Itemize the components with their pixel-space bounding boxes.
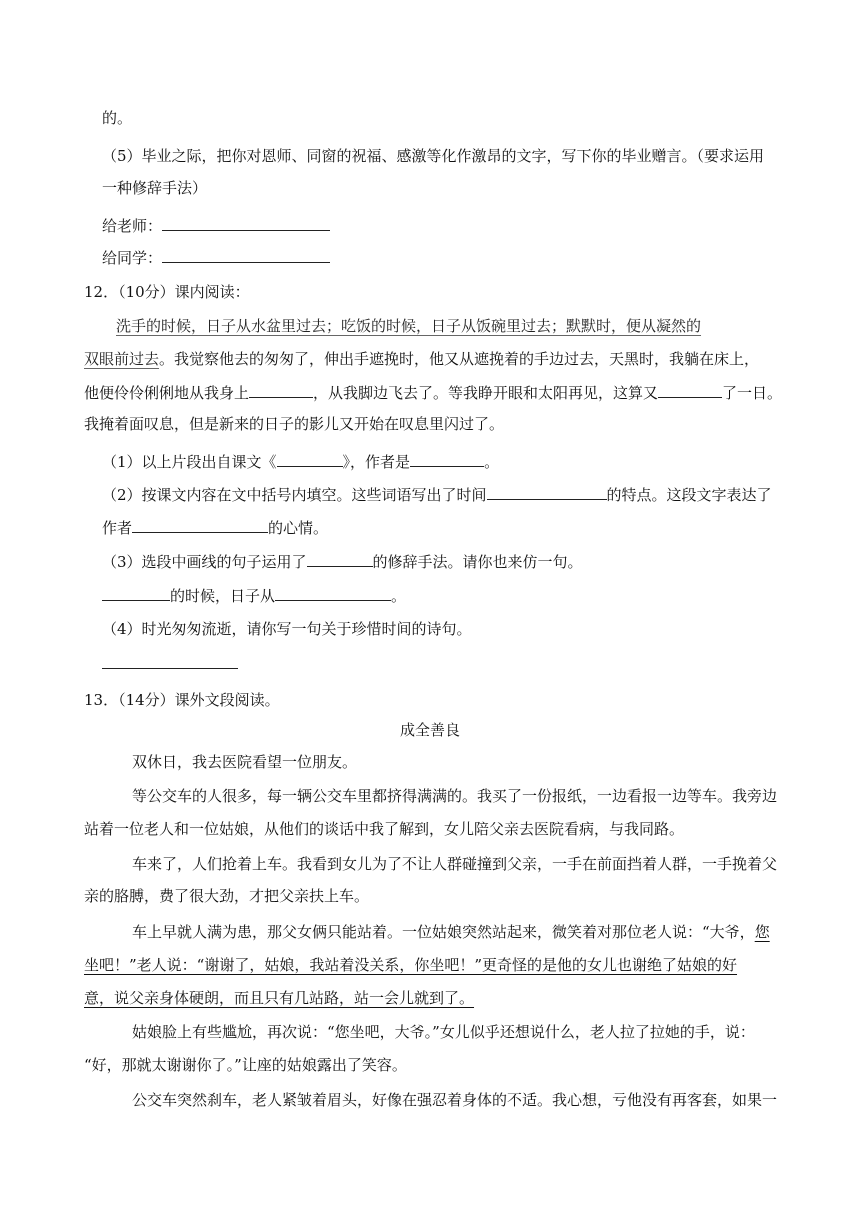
q12-sub3-text: 。 xyxy=(391,587,407,605)
q12-passage-line2 xyxy=(84,349,759,369)
q12-passage-text: 了一日。 xyxy=(722,384,783,402)
q12-sub1-text: 。 xyxy=(484,453,500,471)
q13-paragraph: 双休日，我去医院看望一位朋友。 xyxy=(132,753,358,771)
q13-paragraph: 姑娘脸上有些尴尬，再次说：“您坐吧，大爷。”女儿似乎还想说什么，老人拉了拉她的手，说： xyxy=(132,1023,755,1041)
q12-sub3-text: （3）选段中画线的句子运用了 xyxy=(102,553,307,571)
q12-passage-text: 他便伶伶俐俐地从我身上 xyxy=(84,384,250,402)
q12-passage-text: 。我觉察他去的匆匆了，伸出手遮挽时，他又从遮挽着的手边过去，天黑时，我躺在床上， xyxy=(159,350,760,368)
q12-sub4-blank[interactable] xyxy=(102,652,238,669)
q12-sub2 xyxy=(102,483,772,505)
q12-passage-line3 xyxy=(84,381,782,403)
q13-paragraph: 公交车突然刹车，老人紧皱着眉头，好像在强忍着身体的不适。我心想，亏他没有再客套，如果一 xyxy=(132,1091,778,1109)
answer-classmate-row xyxy=(102,246,330,268)
q11-text-line: 的。 xyxy=(102,109,133,127)
to-classmate-label: 给同学： xyxy=(102,249,163,267)
q13-paragraph: 等公交车的人很多，每一辆公交车里都挤得满满的。我买了一份报纸，一边看报一边等车。我旁边 xyxy=(132,787,778,805)
q13-paragraph-text: 车上早就人满为患，那父女俩只能站着。一位姑娘突然站起来，微笑着对那位老人说：“大爷， xyxy=(132,923,755,941)
q12-sub1-blank-title[interactable] xyxy=(277,450,343,467)
q12-sub3-text: 的时候，日子从 xyxy=(170,587,276,605)
q12-sub3-blank-rhetoric[interactable] xyxy=(307,550,373,567)
q12-passage-underlined: 洗手的时候，日子从水盆里过去；吃饭的时候，日子从饭碗里过去；默默时，便从凝然的 xyxy=(116,317,702,335)
q12-header: 12．（10分）课内阅读： xyxy=(84,283,250,301)
q13-article-title: 成全善良 xyxy=(399,721,460,739)
q12-sub1-text: 》，作者是 xyxy=(342,453,411,471)
q12-passage-text: ，从我脚边飞去了。等我睁开眼和太阳再见，这算又 xyxy=(313,384,659,402)
q12-passage-line4: 我掩着面叹息，但是新来的日子的影儿又开始在叹息里闪过了。 xyxy=(84,415,505,433)
q12-sub4-answer-row xyxy=(102,652,238,674)
q13-underlined-sentence: 您 xyxy=(754,923,770,941)
q12-sub3-text: 的修辞手法。请你也来仿一句。 xyxy=(372,553,583,571)
q12-sub1-text: （1）以上片段出自课文《 xyxy=(102,453,277,471)
q12-sub1 xyxy=(102,450,499,472)
q12-sub3 xyxy=(102,550,583,572)
q12-sub3-blank-b[interactable] xyxy=(275,584,391,601)
q13-paragraph-cont: 亲的胳膊，费了很大劲，才把父亲扶上车。 xyxy=(84,887,370,905)
q12-sub3-blank-a[interactable] xyxy=(102,584,170,601)
q13-underlined-sentence: 坐吧！”老人说：“谢谢了，姑娘，我站着没关系，你坐吧！”更奇怪的是他的女儿也谢绝了姑娘的好 xyxy=(84,956,738,974)
q12-sub3-imitation xyxy=(102,584,406,606)
q12-sub2-cont xyxy=(102,516,328,538)
answer-blank-classmate[interactable] xyxy=(162,246,330,263)
q13-paragraph xyxy=(132,922,770,942)
q13-paragraph-cont: 站着一位老人和一位姑娘，从他们的谈话中我了解到，女儿陪父亲去医院看病，与我同路。 xyxy=(84,820,685,838)
q13-underlined-sentence: 意，说父亲身体硬朗，而且只有几站路，站一会儿就到了。 xyxy=(84,989,475,1007)
q12-sub2-blank-1[interactable] xyxy=(487,483,607,500)
q11-item5-prompt: （5）毕业之际，把你对恩师、同窗的祝福、感激等化作激昂的文字，写下你的毕业赠言。（要求运用 xyxy=(102,147,765,165)
q13-paragraph: 车来了，人们抢着上车。我看到女儿为了不让人群碰撞到父亲，一手在前面挡着人群，一手挽着父 xyxy=(132,855,778,873)
q12-fill-blank-2[interactable] xyxy=(658,381,722,398)
answer-blank-teacher[interactable] xyxy=(162,214,330,231)
answer-teacher-row xyxy=(102,214,330,236)
to-teacher-label: 给老师： xyxy=(102,217,163,235)
q13-header: 13．（14分）课外文段阅读。 xyxy=(84,691,280,709)
q12-underlined-phrase: 双眼前过去 xyxy=(84,350,160,368)
q12-sub2-blank-2[interactable] xyxy=(132,516,268,533)
q11-item5-prompt-cont: 一种修辞手法） xyxy=(102,179,208,197)
q12-sub2-text: 作者 xyxy=(102,519,133,537)
q12-sub2-text: 的特点。这段文字表达了 xyxy=(606,486,772,504)
q13-paragraph-cont: “好，那就太谢谢你了。”让座的姑娘露出了笑容。 xyxy=(84,1056,407,1074)
q12-fill-blank-1[interactable] xyxy=(249,381,313,398)
q12-sub2-text: 的心情。 xyxy=(268,519,329,537)
q12-sub1-blank-author[interactable] xyxy=(410,450,484,467)
q12-sub4: （4）时光匆匆流逝，请你写一句关于珍惜时间的诗句。 xyxy=(102,620,472,638)
q12-sub2-text: （2）按课文内容在文中括号内填空。这些词语写出了时间 xyxy=(102,486,487,504)
